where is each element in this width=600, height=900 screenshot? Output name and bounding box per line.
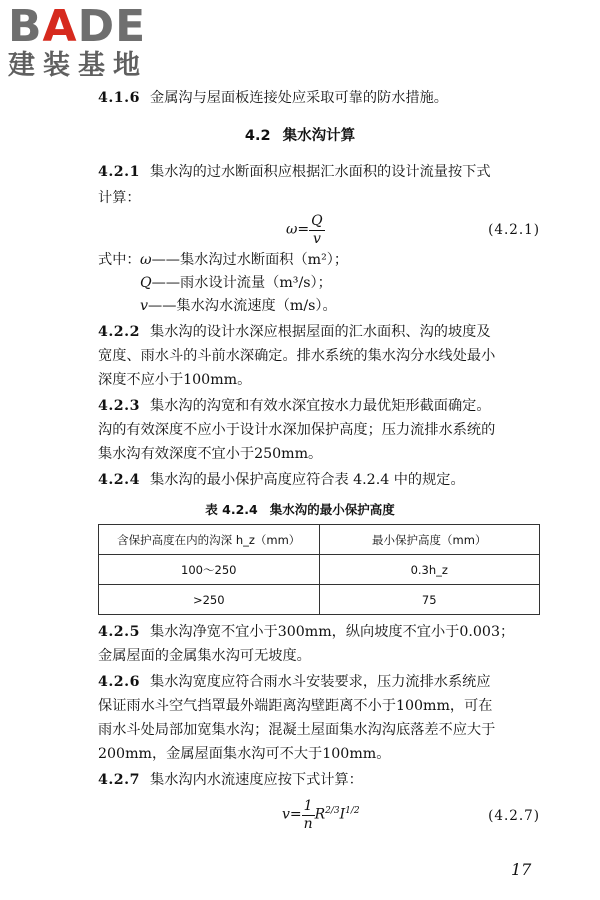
clause-4-2-1: 4.2.1 集水沟的过水断面积应根据汇水面积的设计流量按下式: [98, 164, 491, 180]
table-cell: 100～250: [99, 555, 320, 585]
table-row: [99, 555, 540, 585]
clause-4-2-5-cont: 金属屋面的金属集水沟可无坡度。: [98, 648, 311, 664]
clause-4-2-2-cont: 宽度、雨水斗的斗前水深确定。排水系统的集水沟分水线处最小: [98, 348, 496, 364]
where-item: v——集水沟水流速度（m/s）。: [140, 298, 337, 314]
page-number: 17: [511, 860, 532, 879]
clause-4-2-5: 4.2.5 集水沟净宽不宜小于300mm，纵向坡度不宜小于0.003；: [98, 624, 515, 640]
table-cell: 0.3h_z: [319, 555, 540, 585]
table-header-cell: 最小保护高度（mm）: [319, 525, 540, 555]
clause-4-2-6-cont: 保证雨水斗空气挡罩最外端距离沟壁距离不小于100mm，可在: [98, 698, 493, 714]
table-caption: 表 4.2.4 集水沟的最小保护高度: [205, 502, 395, 517]
equation-4-2-1: ω= $\frac{Q}{v}$: [286, 213, 323, 247]
where-item: ω——集水沟过水断面积（m²）；: [140, 252, 349, 268]
clause-4-2-3: 4.2.3 集水沟的沟宽和有效水深宜按水力最优矩形截面确定。: [98, 398, 491, 414]
table-header-cell: 含保护高度在内的沟深 h_z（mm）: [99, 525, 320, 555]
equation-label-4-2-1: (4.2.1): [488, 222, 540, 238]
clause-4-2-1-cont: 计算：: [98, 190, 141, 206]
section-heading: 4.2 集水沟计算: [244, 128, 356, 144]
protection-height-table: [98, 524, 540, 615]
table-cell: >250: [99, 585, 320, 615]
equation-label-4-2-7: (4.2.7): [488, 808, 540, 824]
table-header-row: [99, 525, 540, 555]
table-row: [99, 585, 540, 615]
clause-4-1-6: 4.1.6 金属沟与屋面板连接处应采取可靠的防水措施。: [98, 90, 448, 106]
clause-4-2-4: 4.2.4 集水沟的最小保护高度应符合表 4.2.4 中的规定。: [98, 472, 465, 488]
clause-4-2-3-cont: 集水沟有效深度不宜小于250mm。: [98, 446, 323, 462]
clause-4-2-6: 4.2.6 集水沟宽度应符合雨水斗安装要求，压力流排水系统应: [98, 674, 491, 690]
table-cell: 75: [319, 585, 540, 615]
clause-4-2-2: 4.2.2 集水沟的设计水深应根据屋面的汇水面积、沟的坡度及: [98, 324, 491, 340]
clause-4-2-3-cont: 沟的有效深度不应小于设计水深加保护高度；压力流排水系统的: [98, 422, 496, 438]
clause-4-2-2-cont: 深度不应小于100mm。: [98, 372, 252, 388]
clause-4-2-7: 4.2.7 集水沟内水流速度应按下式计算：: [98, 772, 363, 788]
equation-4-2-7: v= $\frac{1}{n}$ $R^{2/3}I^{1/2}$: [282, 798, 360, 832]
where-intro: 式中：: [98, 252, 141, 268]
clause-4-2-6-cont: 雨水斗处局部加宽集水沟；混凝土屋面集水沟沟底落差不应大于: [98, 722, 496, 738]
logo: [8, 1, 178, 82]
clause-4-2-6-cont: 200mm，金属屋面集水沟可不大于100mm。: [98, 746, 391, 762]
logo-wordmark: BADE: [8, 1, 147, 52]
where-item: Q——雨水设计流量（m³/s）；: [140, 275, 332, 291]
logo-subtitle: 建装基地: [8, 50, 148, 81]
